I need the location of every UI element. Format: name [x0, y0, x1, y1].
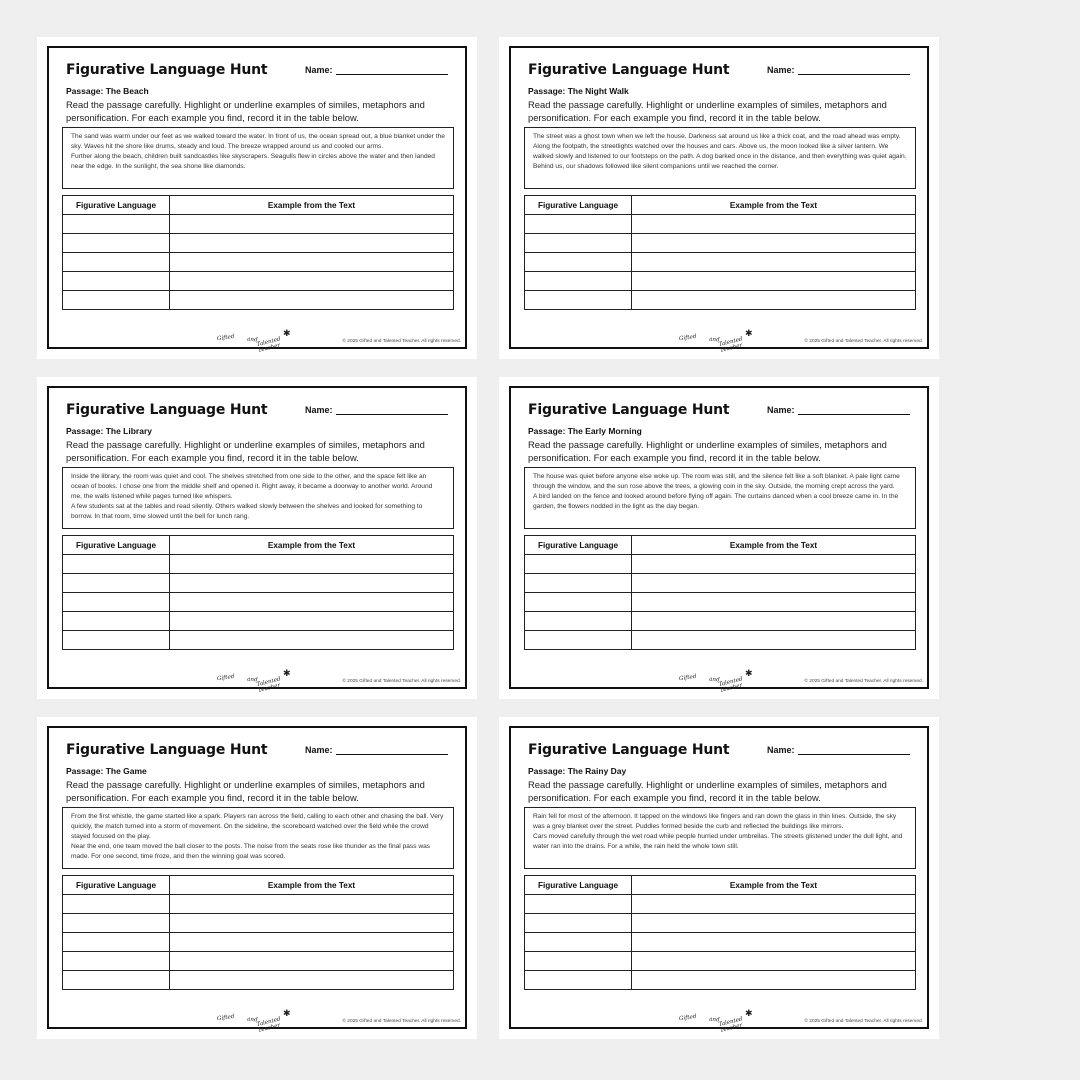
- copyright: © 2025 Gifted and Talented Teacher. All rights reserved.: [804, 1019, 923, 1024]
- table-row: [525, 253, 916, 272]
- passage-title: Passage: The Rainy Day: [528, 766, 627, 776]
- answer-cell: [63, 291, 170, 310]
- logo-word: and: [708, 336, 720, 344]
- brand-logo: [678, 669, 753, 694]
- answer-cell: [63, 933, 170, 952]
- name-label: Name:: [305, 745, 333, 755]
- passage-paragraph: Near the end, one team moved the ball closer to the posts. The noise from the seats rose like thunder as the final pass was made. For one second, time froze, and then the winning goal was scored.: [71, 842, 431, 860]
- answer-cell: [632, 971, 916, 990]
- answer-cell: [632, 272, 916, 291]
- answer-cell: [170, 593, 454, 612]
- table-row: [525, 234, 916, 253]
- answer-cell: [63, 952, 170, 971]
- passage-paragraph: A bird landed on the fence and looked around before flying off again. The curtains danced when a cool breeze came in. In the garden, the flowers nodded in the light as the day began.: [533, 492, 899, 510]
- answer-cell: [170, 253, 454, 272]
- answer-cell: [632, 933, 916, 952]
- instructions: Read the passage carefully. Highlight or underline examples of similes, metaphors and personification. For each example you find, record it in the table below.: [528, 99, 887, 123]
- answer-cell: [525, 914, 632, 933]
- brand-logo: [216, 669, 291, 694]
- table-row: [525, 933, 916, 952]
- table-row: [63, 612, 454, 631]
- name-field: [767, 745, 910, 755]
- answer-table: [62, 195, 454, 310]
- logo-word: and: [246, 336, 258, 344]
- passage-text-box: [524, 467, 916, 529]
- answer-cell: [63, 555, 170, 574]
- worksheet-title: Figurative Language Hunt: [528, 402, 730, 418]
- name-field: [767, 65, 910, 75]
- answer-cell: [170, 933, 454, 952]
- table-header-row: [525, 196, 916, 215]
- answer-cell: [632, 612, 916, 631]
- table-row: [63, 291, 454, 310]
- table-header-row: [63, 876, 454, 895]
- passage-text-box: [524, 127, 916, 189]
- passage-text-box: [62, 467, 454, 529]
- answer-cell: [632, 574, 916, 593]
- logo-word: Talented Teacher: [718, 336, 744, 354]
- logo-word: Gifted: [216, 1013, 235, 1023]
- worksheet-title: Figurative Language Hunt: [528, 742, 730, 758]
- passage-paragraph: Further along the beach, children built sandcastles like skyscrapers. Seagulls flew in circles above the water and then landed near the edge. In the sunlight, the sea shone like diamonds.: [71, 152, 435, 170]
- answer-cell: [525, 291, 632, 310]
- logo-word: Gifted: [216, 333, 235, 343]
- answer-cell: [525, 555, 632, 574]
- star-icon: ✱: [283, 1009, 291, 1019]
- logo-word: and: [246, 1016, 258, 1024]
- logo-word: Gifted: [678, 333, 697, 343]
- answer-cell: [170, 234, 454, 253]
- column-header-figurative-language: Figurative Language: [63, 536, 170, 555]
- logo-word: Talented Teacher: [718, 1016, 744, 1034]
- passage-title: Passage: The Library: [66, 426, 152, 436]
- passage-paragraph: A few students sat at the tables and read silently. Others walked slowly between the shelves and looked for something to borrow. In that room, time slowed until the bell for lunch rang.: [71, 502, 423, 520]
- answer-cell: [63, 272, 170, 291]
- star-icon: ✱: [745, 669, 753, 679]
- answer-cell: [632, 253, 916, 272]
- worksheet-title: Figurative Language Hunt: [66, 62, 268, 78]
- passage-paragraph: The sand was warm under our feet as we walked toward the water. In front of us, the ocean spread out, a blue blanket under the sky. Waves hit the shore like drums, steady and loud. The breeze wrapped around us and cooled our arms.: [71, 133, 445, 150]
- worksheet-card-1: [37, 37, 477, 359]
- logo-word: Gifted: [678, 1013, 697, 1023]
- answer-table: [62, 535, 454, 650]
- name-field: [767, 405, 910, 415]
- answer-cell: [170, 631, 454, 650]
- answer-cell: [170, 952, 454, 971]
- worksheet-border: [509, 46, 929, 354]
- logo-word: and: [246, 676, 258, 684]
- worksheet-card-4: [499, 377, 939, 699]
- worksheet-card-3: [37, 377, 477, 699]
- brand-logo: [678, 1009, 753, 1034]
- table-header-row: [525, 876, 916, 895]
- name-line: [798, 65, 910, 75]
- table-row: [525, 574, 916, 593]
- column-header-figurative-language: Figurative Language: [525, 536, 632, 555]
- answer-cell: [632, 215, 916, 234]
- logo-word: Talented Teacher: [256, 1016, 282, 1034]
- answer-cell: [525, 593, 632, 612]
- logo-word: and: [708, 1016, 720, 1024]
- table-header-row: [63, 196, 454, 215]
- brand-logo: [216, 1009, 291, 1034]
- instructions: Read the passage carefully. Highlight or underline examples of similes, metaphors and personification. For each example you find, record it in the table below.: [528, 439, 887, 463]
- table-row: [525, 895, 916, 914]
- answer-cell: [525, 933, 632, 952]
- table-row: [525, 612, 916, 631]
- table-row: [63, 895, 454, 914]
- table-header-row: [63, 536, 454, 555]
- name-label: Name:: [767, 405, 795, 415]
- passage-paragraph: Cars moved carefully through the wet road while people hurried under umbrellas. The streets glistened under the dull light, and water ran into the drains. For a while, the rain held the whole town still.: [533, 832, 903, 850]
- logo-word: Talented Teacher: [256, 676, 282, 694]
- name-label: Name:: [305, 65, 333, 75]
- worksheet-border: [47, 46, 467, 354]
- star-icon: ✱: [745, 1009, 753, 1019]
- passage-text-box: [62, 127, 454, 189]
- answer-cell: [632, 291, 916, 310]
- worksheet-title: Figurative Language Hunt: [66, 402, 268, 418]
- instructions: Read the passage carefully. Highlight or underline examples of similes, metaphors and personification. For each example you find, record it in the table below.: [66, 439, 425, 463]
- worksheet-title: Figurative Language Hunt: [528, 62, 730, 78]
- answer-cell: [63, 631, 170, 650]
- passage-paragraph: Inside the library, the room was quiet and cool. The shelves stretched from one side to the other, and the space felt like an ocean of books. I chose one from the middle shelf and opened it. Right away, it became a doorway to another world. Around me, the walls listened while pages turned like whispers.: [71, 473, 433, 500]
- column-header-figurative-language: Figurative Language: [63, 196, 170, 215]
- answer-cell: [632, 555, 916, 574]
- table-row: [525, 593, 916, 612]
- table-row: [525, 971, 916, 990]
- table-row: [63, 631, 454, 650]
- name-line: [798, 745, 910, 755]
- copyright: © 2025 Gifted and Talented Teacher. All rights reserved.: [342, 679, 461, 684]
- table-row: [63, 933, 454, 952]
- logo-word: and: [708, 676, 720, 684]
- answer-cell: [170, 272, 454, 291]
- table-row: [63, 574, 454, 593]
- table-row: [525, 914, 916, 933]
- column-header-example: Example from the Text: [632, 196, 916, 215]
- table-row: [63, 555, 454, 574]
- answer-cell: [63, 574, 170, 593]
- answer-cell: [170, 291, 454, 310]
- copyright: © 2025 Gifted and Talented Teacher. All rights reserved.: [804, 339, 923, 344]
- table-row: [525, 631, 916, 650]
- table-row: [63, 215, 454, 234]
- name-line: [336, 745, 448, 755]
- passage-text-box: [62, 807, 454, 869]
- answer-cell: [632, 895, 916, 914]
- answer-cell: [170, 914, 454, 933]
- instructions: Read the passage carefully. Highlight or underline examples of similes, metaphors and personification. For each example you find, record it in the table below.: [66, 779, 425, 803]
- answer-cell: [170, 971, 454, 990]
- answer-cell: [525, 215, 632, 234]
- answer-cell: [525, 253, 632, 272]
- answer-cell: [632, 631, 916, 650]
- answer-cell: [525, 612, 632, 631]
- name-line: [336, 405, 448, 415]
- answer-cell: [170, 895, 454, 914]
- worksheet-card-5: [37, 717, 477, 1039]
- answer-cell: [525, 631, 632, 650]
- passage-paragraph: From the first whistle, the game started like a spark. Players ran across the field, calling to each other and chasing the ball. Very quickly, the match turned into a storm of movement. On the sideline, the scoreboard watched over the field while the crowd stayed focused on the play.: [71, 813, 444, 840]
- answer-cell: [525, 971, 632, 990]
- table-row: [525, 215, 916, 234]
- answer-cell: [63, 215, 170, 234]
- worksheet-border: [47, 386, 467, 694]
- answer-cell: [63, 971, 170, 990]
- answer-cell: [525, 272, 632, 291]
- column-header-figurative-language: Figurative Language: [63, 876, 170, 895]
- instructions: Read the passage carefully. Highlight or underline examples of similes, metaphors and personification. For each example you find, record it in the table below.: [528, 779, 887, 803]
- star-icon: ✱: [283, 669, 291, 679]
- answer-cell: [63, 593, 170, 612]
- answer-cell: [525, 895, 632, 914]
- passage-text-box: [524, 807, 916, 869]
- passage-title: Passage: The Early Morning: [528, 426, 642, 436]
- worksheet-border: [509, 386, 929, 694]
- passage-paragraph: The house was quiet before anyone else woke up. The room was still, and the silence felt like a soft blanket. A pale light came through the window, and the sun rose above the trees, a glowing coin in the sky. Outside, the morning crept across the yard.: [533, 473, 900, 490]
- table-row: [63, 234, 454, 253]
- star-icon: ✱: [745, 329, 753, 339]
- table-row: [525, 952, 916, 971]
- column-header-figurative-language: Figurative Language: [525, 876, 632, 895]
- answer-table: [62, 875, 454, 990]
- column-header-example: Example from the Text: [170, 196, 454, 215]
- table-row: [63, 952, 454, 971]
- passage-paragraph: The street was a ghost town when we left the house. Darkness sat around us like a thick coat, and the road ahead was empty. Along the footpath, the streetlights watched over the houses and cars. Above us, the moon looked like a silver lantern. We walked slowly and listened to our footsteps on the path. A dog barked once in the distance, and then everything was quiet again. Behind us, our shadows followed like silent companions until we reached the corner.: [533, 133, 907, 170]
- passage-paragraph: Rain fell for most of the afternoon. It tapped on the windows like fingers and ran down the glass in thin lines. Outside, the sky was a grey blanket over the street. Puddles formed beside the curb and reflected the buildings like mirrors.: [533, 813, 897, 830]
- logo-word: Gifted: [678, 673, 697, 683]
- column-header-example: Example from the Text: [170, 536, 454, 555]
- name-field: [305, 65, 448, 75]
- table-row: [525, 291, 916, 310]
- passage-title: Passage: The Beach: [66, 86, 149, 96]
- brand-logo: [216, 329, 291, 354]
- table-row: [63, 971, 454, 990]
- answer-table: [524, 535, 916, 650]
- table-row: [525, 555, 916, 574]
- answer-cell: [63, 914, 170, 933]
- passage-title: Passage: The Game: [66, 766, 147, 776]
- worksheet-card-6: [499, 717, 939, 1039]
- answer-cell: [170, 612, 454, 631]
- logo-word: Talented Teacher: [718, 676, 744, 694]
- worksheet-border: [47, 726, 467, 1034]
- logo-word: Talented Teacher: [256, 336, 282, 354]
- column-header-example: Example from the Text: [632, 536, 916, 555]
- answer-cell: [170, 555, 454, 574]
- worksheet-title: Figurative Language Hunt: [66, 742, 268, 758]
- table-header-row: [525, 536, 916, 555]
- name-field: [305, 745, 448, 755]
- name-label: Name:: [767, 65, 795, 75]
- star-icon: ✱: [283, 329, 291, 339]
- name-label: Name:: [767, 745, 795, 755]
- copyright: © 2025 Gifted and Talented Teacher. All rights reserved.: [804, 679, 923, 684]
- passage-title: Passage: The Night Walk: [528, 86, 629, 96]
- table-row: [63, 272, 454, 291]
- copyright: © 2025 Gifted and Talented Teacher. All rights reserved.: [342, 339, 461, 344]
- answer-cell: [63, 253, 170, 272]
- answer-cell: [525, 574, 632, 593]
- answer-cell: [525, 952, 632, 971]
- table-row: [63, 593, 454, 612]
- column-header-example: Example from the Text: [170, 876, 454, 895]
- name-line: [336, 65, 448, 75]
- brand-logo: [678, 329, 753, 354]
- answer-cell: [170, 574, 454, 593]
- answer-cell: [63, 895, 170, 914]
- answer-cell: [63, 234, 170, 253]
- answer-cell: [170, 215, 454, 234]
- answer-cell: [632, 952, 916, 971]
- logo-word: Gifted: [216, 673, 235, 683]
- table-row: [63, 253, 454, 272]
- answer-cell: [525, 234, 632, 253]
- worksheet-border: [509, 726, 929, 1034]
- column-header-figurative-language: Figurative Language: [525, 196, 632, 215]
- name-field: [305, 405, 448, 415]
- answer-cell: [632, 234, 916, 253]
- name-line: [798, 405, 910, 415]
- answer-table: [524, 195, 916, 310]
- answer-cell: [63, 612, 170, 631]
- answer-cell: [632, 914, 916, 933]
- answer-table: [524, 875, 916, 990]
- copyright: © 2025 Gifted and Talented Teacher. All rights reserved.: [342, 1019, 461, 1024]
- instructions: Read the passage carefully. Highlight or underline examples of similes, metaphors and personification. For each example you find, record it in the table below.: [66, 99, 425, 123]
- worksheet-card-2: [499, 37, 939, 359]
- answer-cell: [632, 593, 916, 612]
- table-row: [63, 914, 454, 933]
- column-header-example: Example from the Text: [632, 876, 916, 895]
- name-label: Name:: [305, 405, 333, 415]
- table-row: [525, 272, 916, 291]
